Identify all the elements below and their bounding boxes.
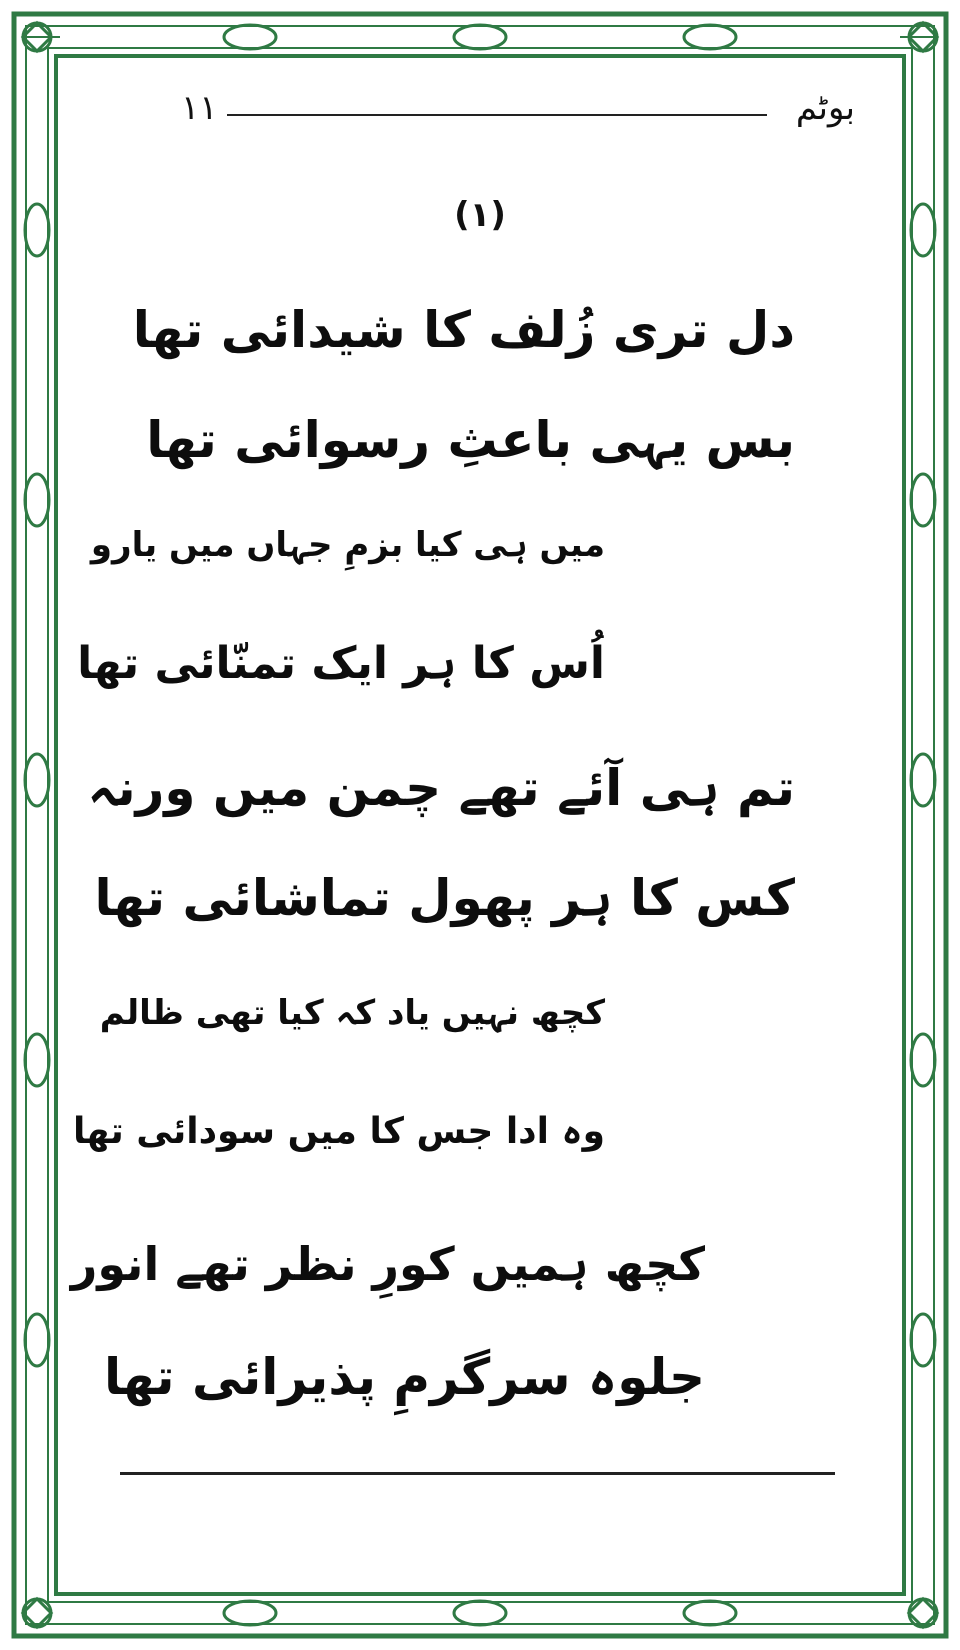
- running-title: بوٹم: [795, 88, 855, 128]
- verse-line-7: کچھ نہیں یاد کہ کیا تھی ظالم: [99, 993, 605, 1033]
- verse-line-2: بس یہی باعثِ رسوائی تھا: [146, 411, 795, 469]
- verse-line-8: وہ ادا جس کا میں سودائی تھا: [72, 1111, 605, 1152]
- poem-number: (۱): [454, 195, 506, 235]
- verse-line-4: اُس کا ہر ایک تمنّائی تھا: [77, 638, 605, 689]
- verse-line-9: کچھ ہمیں کورِ نظر تھے انور: [70, 1237, 705, 1291]
- verse-line-3: میں ہی کیا بزمِ جہاں میں یارو: [90, 525, 605, 565]
- header-rule: [227, 114, 767, 116]
- verse-line-10: جلوہ سرگرمِ پذیرائی تھا: [103, 1348, 705, 1406]
- footer-rule: [120, 1472, 835, 1475]
- verse-line-6: کس کا ہر پھول تماشائی تھا: [94, 869, 795, 927]
- page-number: ۱۱: [181, 88, 218, 128]
- verse-line-1: دل تری زُلف کا شیدائی تھا: [132, 301, 795, 359]
- verse-line-5: تم ہی آئے تھے چمن میں ورنہ: [87, 759, 795, 817]
- page-header: [175, 88, 855, 138]
